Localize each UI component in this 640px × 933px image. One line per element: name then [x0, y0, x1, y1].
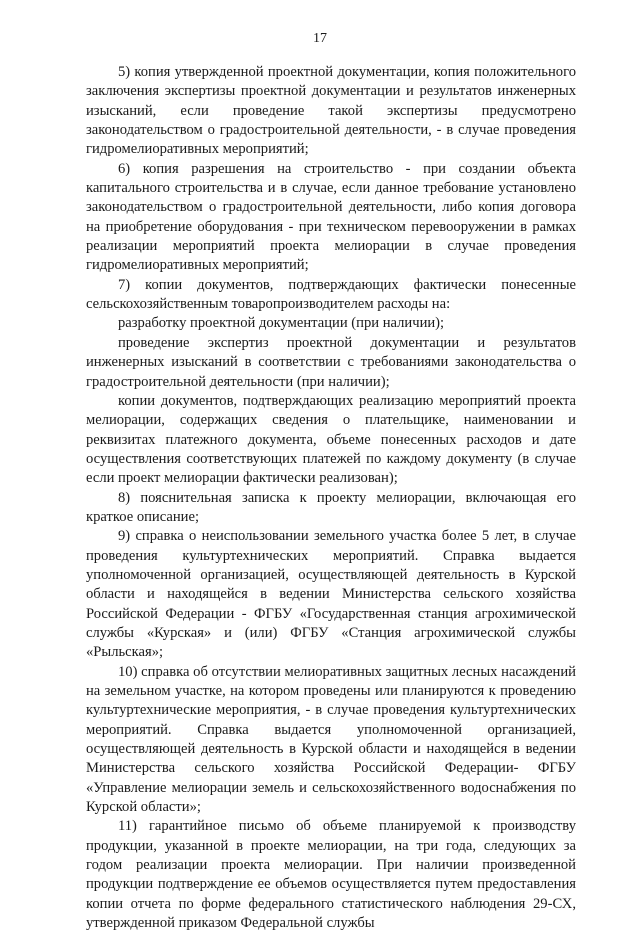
page-number: 17 [313, 31, 327, 46]
paragraph-item-9: 9) справка о неиспользовании земельного участка более 5 лет, в случае проведения культуртехнических мероприятий. Справка выдается уполномоченной организацией, осуществляющей деятельность в Курской области и находящейся в ведении Министерства сельского хозяйства Российской Федерации - ФГБУ «Государственная станция агрохимической службы «Курская» и (или) ФГБУ «Станция агрохимической службы «Рыльская»; [86, 528, 576, 661]
paragraph-item-7-design-docs: разработку проектной документации (при наличии); [118, 315, 445, 332]
paragraph-item-7: 7) копии документов, подтверждающих фактически понесенные сельскохозяйственным товаропроизводителем расходы на: [86, 276, 576, 313]
paragraph-item-5: 5) копия утвержденной проектной документации, копия положительного заключения экспертизы проектной документации и результатов инженерных изысканий, если проведение такой экспертизы предусмотрено законодательством о градостроительной деятельности, - в случае проведения гидромелиоративных мероприятий; [86, 64, 576, 158]
paragraph-item-8: 8) пояснительная записка к проекту мелиорации, включающая его краткое описание; [86, 489, 576, 525]
paragraph-item-11: 11) гарантийное письмо об объеме планируемой к производству продукции, указанной в проекте мелиорации, на три года, следующих за годом реализации проекта мелиорации. При наличии произведенной продукции подтверждение ее объемов осуществляется путем предоставления копии отчета по форме федерального статистического наблюдения 29-СХ, утвержденной приказом Федеральной службы [86, 818, 576, 932]
paragraph-item-7-payment-docs: копии документов, подтверждающих реализацию мероприятий проекта мелиорации, содержащих сведения о плательщике, наименовании и реквизитах платежного документа, объеме понесенных расходов и дате осуществления соответствующих платежей по каждому документу (в случае если проект мелиорации фактически реализован); [86, 392, 576, 487]
paragraph-item-7-expertise: проведение экспертиз проектной документации и результатов инженерных изысканий в соответствии с требованиями законодательства о градостроительной деятельности (при наличии); [86, 334, 576, 390]
document-body [86, 63, 576, 933]
paragraph-item-10: 10) справка об отсутствии мелиоративных защитных лесных насаждений на земельном участке, на котором проведены или планируются к проведению культуртехнические мероприятия, - в случае проведения культуртехнических мероприятий. Справка выдается уполномоченной организацией, осуществляющей деятельность в Курской области и находящейся в ведении Министерства сельского хозяйства Российской Федерации- ФГБУ «Управление мелиорации земель и сельскохозяйственного водоснабжения по Курской области»; [86, 663, 576, 816]
paragraph-item-6: 6) копия разрешения на строительство - при создании объекта капитального строительства и в случае, если данное требование установлено законодательством о градостроительной деятельности, либо копия договора на приобретение оборудования - при техническом перевооружении в рамках реализации мероприятий проекта мелиорации в случае проведения гидромелиоративных мероприятий; [86, 160, 576, 274]
